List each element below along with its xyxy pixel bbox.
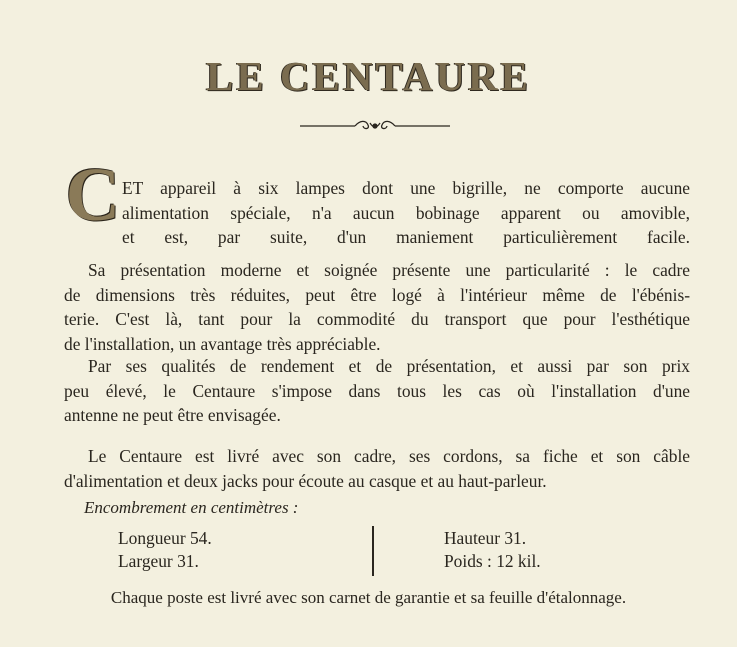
- dimension-longueur: Longueur 54.: [118, 528, 212, 548]
- paragraph-2-line: terie. C'est là, tant pour la commodité du transport que pour l'esthétique: [64, 309, 690, 329]
- ornament-divider-icon: [300, 118, 450, 134]
- page-title: LE CENTAURE: [206, 53, 531, 99]
- paragraph-1-line: et est, par suite, d'un maniement particulièrement facile.: [122, 227, 690, 247]
- paragraph-3: [64, 354, 690, 428]
- paragraph-4: [64, 444, 690, 493]
- paragraph-3-line: Par ses qualités de rendement et de présentation, et aussi par son prix: [88, 356, 690, 376]
- paragraph-2-line: Sa présentation moderne et soignée présente une particularité : le cadre: [88, 260, 690, 280]
- dimensions-left: [118, 527, 212, 573]
- dimensions-right: [444, 527, 541, 573]
- paragraph-1-line: alimentation spéciale, n'a aucun bobinage apparent ou amovible,: [122, 202, 690, 223]
- dropcap: [64, 153, 122, 237]
- paragraph-1: [122, 176, 690, 250]
- paragraph-2: [64, 258, 690, 356]
- dropcap-letter: C: [65, 153, 121, 237]
- footer-note: Chaque poste est livré avec son carnet de garantie et sa feuille d'étalonnage.: [110, 588, 627, 607]
- paragraph-2-line: de l'installation, un avantage très appréciable.: [64, 333, 381, 354]
- dimension-poids: Poids : 12 kil.: [444, 551, 541, 571]
- paragraph-3-line: antenne ne peut être envisagée.: [64, 405, 281, 425]
- encombrement-heading: Encombrement en centimètres :: [84, 498, 299, 517]
- paragraph-3-line: peu élevé, le Centaure s'impose dans tous les cas où l'installation d'une: [64, 380, 690, 401]
- paragraph-1-line: ET appareil à six lampes dont une bigrille, ne comporte aucune: [122, 178, 690, 198]
- dimension-hauteur: Hauteur 31.: [444, 528, 527, 548]
- paragraph-4-line: Le Centaure est livré avec son cadre, ses cordons, sa fiche et son câble: [88, 446, 690, 466]
- dimension-largeur: Largeur 31.: [118, 551, 199, 571]
- paragraph-4-line: d'alimentation et deux jacks pour écoute au casque et au haut-parleur.: [64, 470, 547, 491]
- column-divider: [372, 526, 374, 576]
- paragraph-2-line: de dimensions très réduites, peut être logé à l'intérieur même de l'ébénis-: [64, 284, 690, 305]
